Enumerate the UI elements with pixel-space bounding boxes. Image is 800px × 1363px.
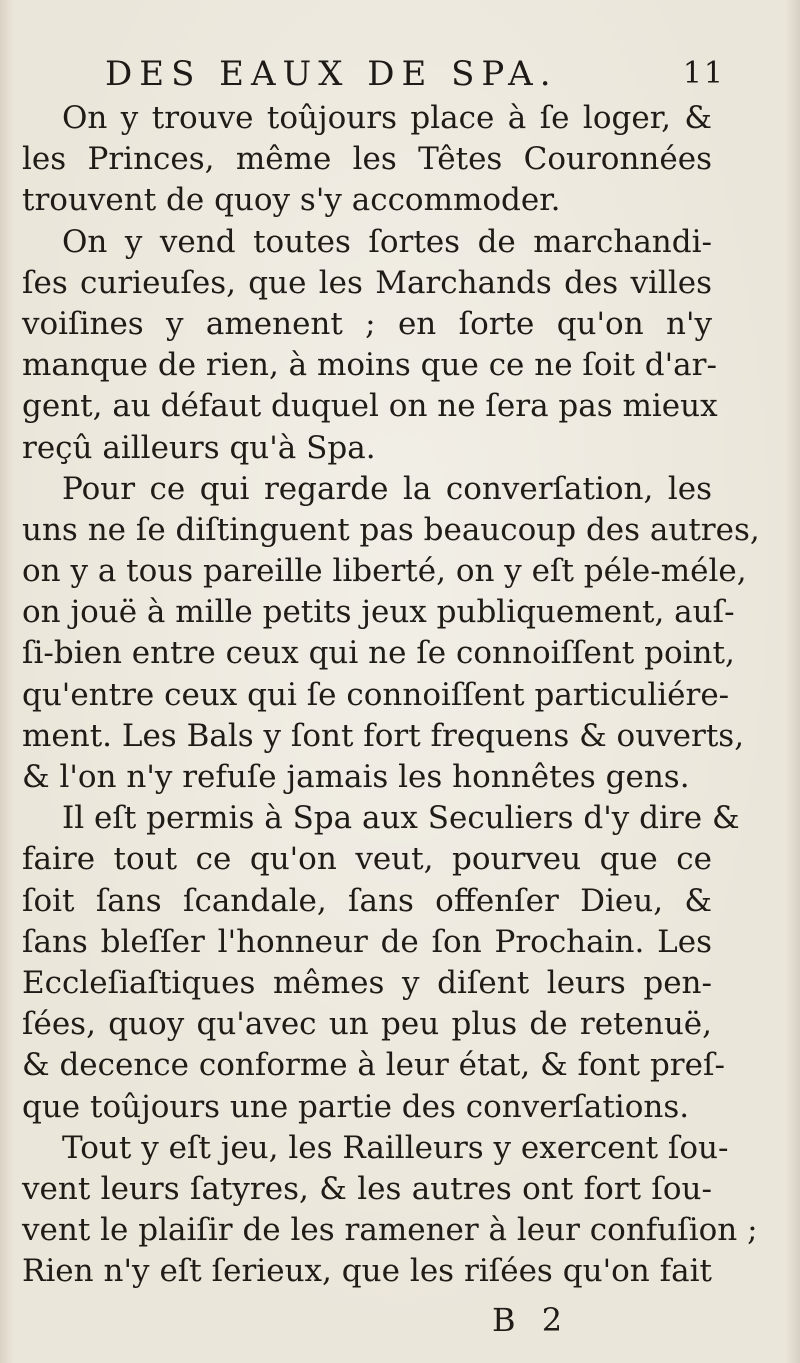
text-line: On y trouve toûjours place à ſe loger, & — [62, 100, 712, 136]
text-line: Tout y eſt jeu, les Railleurs y exercent ſou- — [62, 1129, 729, 1166]
text-line: ſoit ſans ſcandale, ſans offenſer Dieu, & — [22, 882, 712, 919]
text-line: gent, au défaut duquel on ne ſera pas mieux — [22, 388, 718, 425]
body-text — [22, 98, 760, 1292]
text-line: ſi-bien entre ceux qui ne ſe connoiſſent point, — [22, 635, 735, 672]
text-line: qu'entre ceux qui ſe connoiſſent particuliére- — [22, 676, 730, 713]
text-line: manque de rien, à moins que ce ne ſoit d'ar- — [22, 347, 717, 384]
text-line: faire tout ce qu'on veut, pourveu que ce — [22, 841, 712, 878]
text-line: ſées, quoy qu'avec un peu plus de retenuë, — [22, 1006, 712, 1043]
text-line: ſes curieuſes, que les Marchands des villes — [22, 264, 712, 301]
text-line: vent leurs ſatyres, & les autres ont fort ſou- — [22, 1170, 712, 1207]
text-line: ment. Les Bals y ſont fort frequens & ouverts, — [22, 717, 745, 754]
text-line: & decence conforme à leur état, & font preſ- — [22, 1047, 725, 1084]
text-line: Rien n'y eſt ſerieux, que les riſées qu'on fait — [22, 1253, 712, 1290]
text-line: que toûjours une partie des converſations. — [22, 1088, 690, 1125]
running-head — [105, 52, 725, 96]
text-line: les Princes, même les Têtes Couronnées — [22, 141, 712, 178]
text-line: On y vend toutes ſortes de marchandi- — [62, 223, 712, 260]
page-gutter-edge — [0, 0, 10, 1363]
page-number: 11 — [682, 56, 725, 91]
text-line: uns ne ſe diſtinguent pas beaucoup des autres, — [22, 511, 760, 548]
text-line: Pour ce qui regarde la converſation, les — [62, 470, 712, 507]
text-line: voiſines y amenent ; en ſorte qu'on n'y — [22, 305, 712, 342]
text-line: & l'on n'y refuſe jamais les honnêtes gens. — [22, 759, 690, 795]
running-title: DES EAUX DE SPA. — [105, 54, 558, 94]
text-line: Il eſt permis à Spa aux Seculiers d'y dire & — [62, 800, 740, 837]
text-line: Eccleſiaſtiques mêmes y diſent leurs pen- — [22, 964, 712, 1001]
signature-mark: B 2 — [492, 1301, 571, 1339]
text-line: vent le plaiſir de les ramener à leur confuſion ; — [22, 1212, 758, 1249]
text-line: on y a tous pareille liberté, on y eſt péle-méle, — [22, 553, 747, 590]
text-line: trouvent de quoy s'y accommoder. — [22, 182, 561, 219]
text-line: ſans bleſſer l'honneur de ſon Prochain. Les — [22, 923, 712, 960]
text-line: on jouë à mille petits jeux publiquement, auſ- — [22, 594, 735, 631]
text-line: reçû ailleurs qu'à Spa. — [22, 429, 376, 466]
